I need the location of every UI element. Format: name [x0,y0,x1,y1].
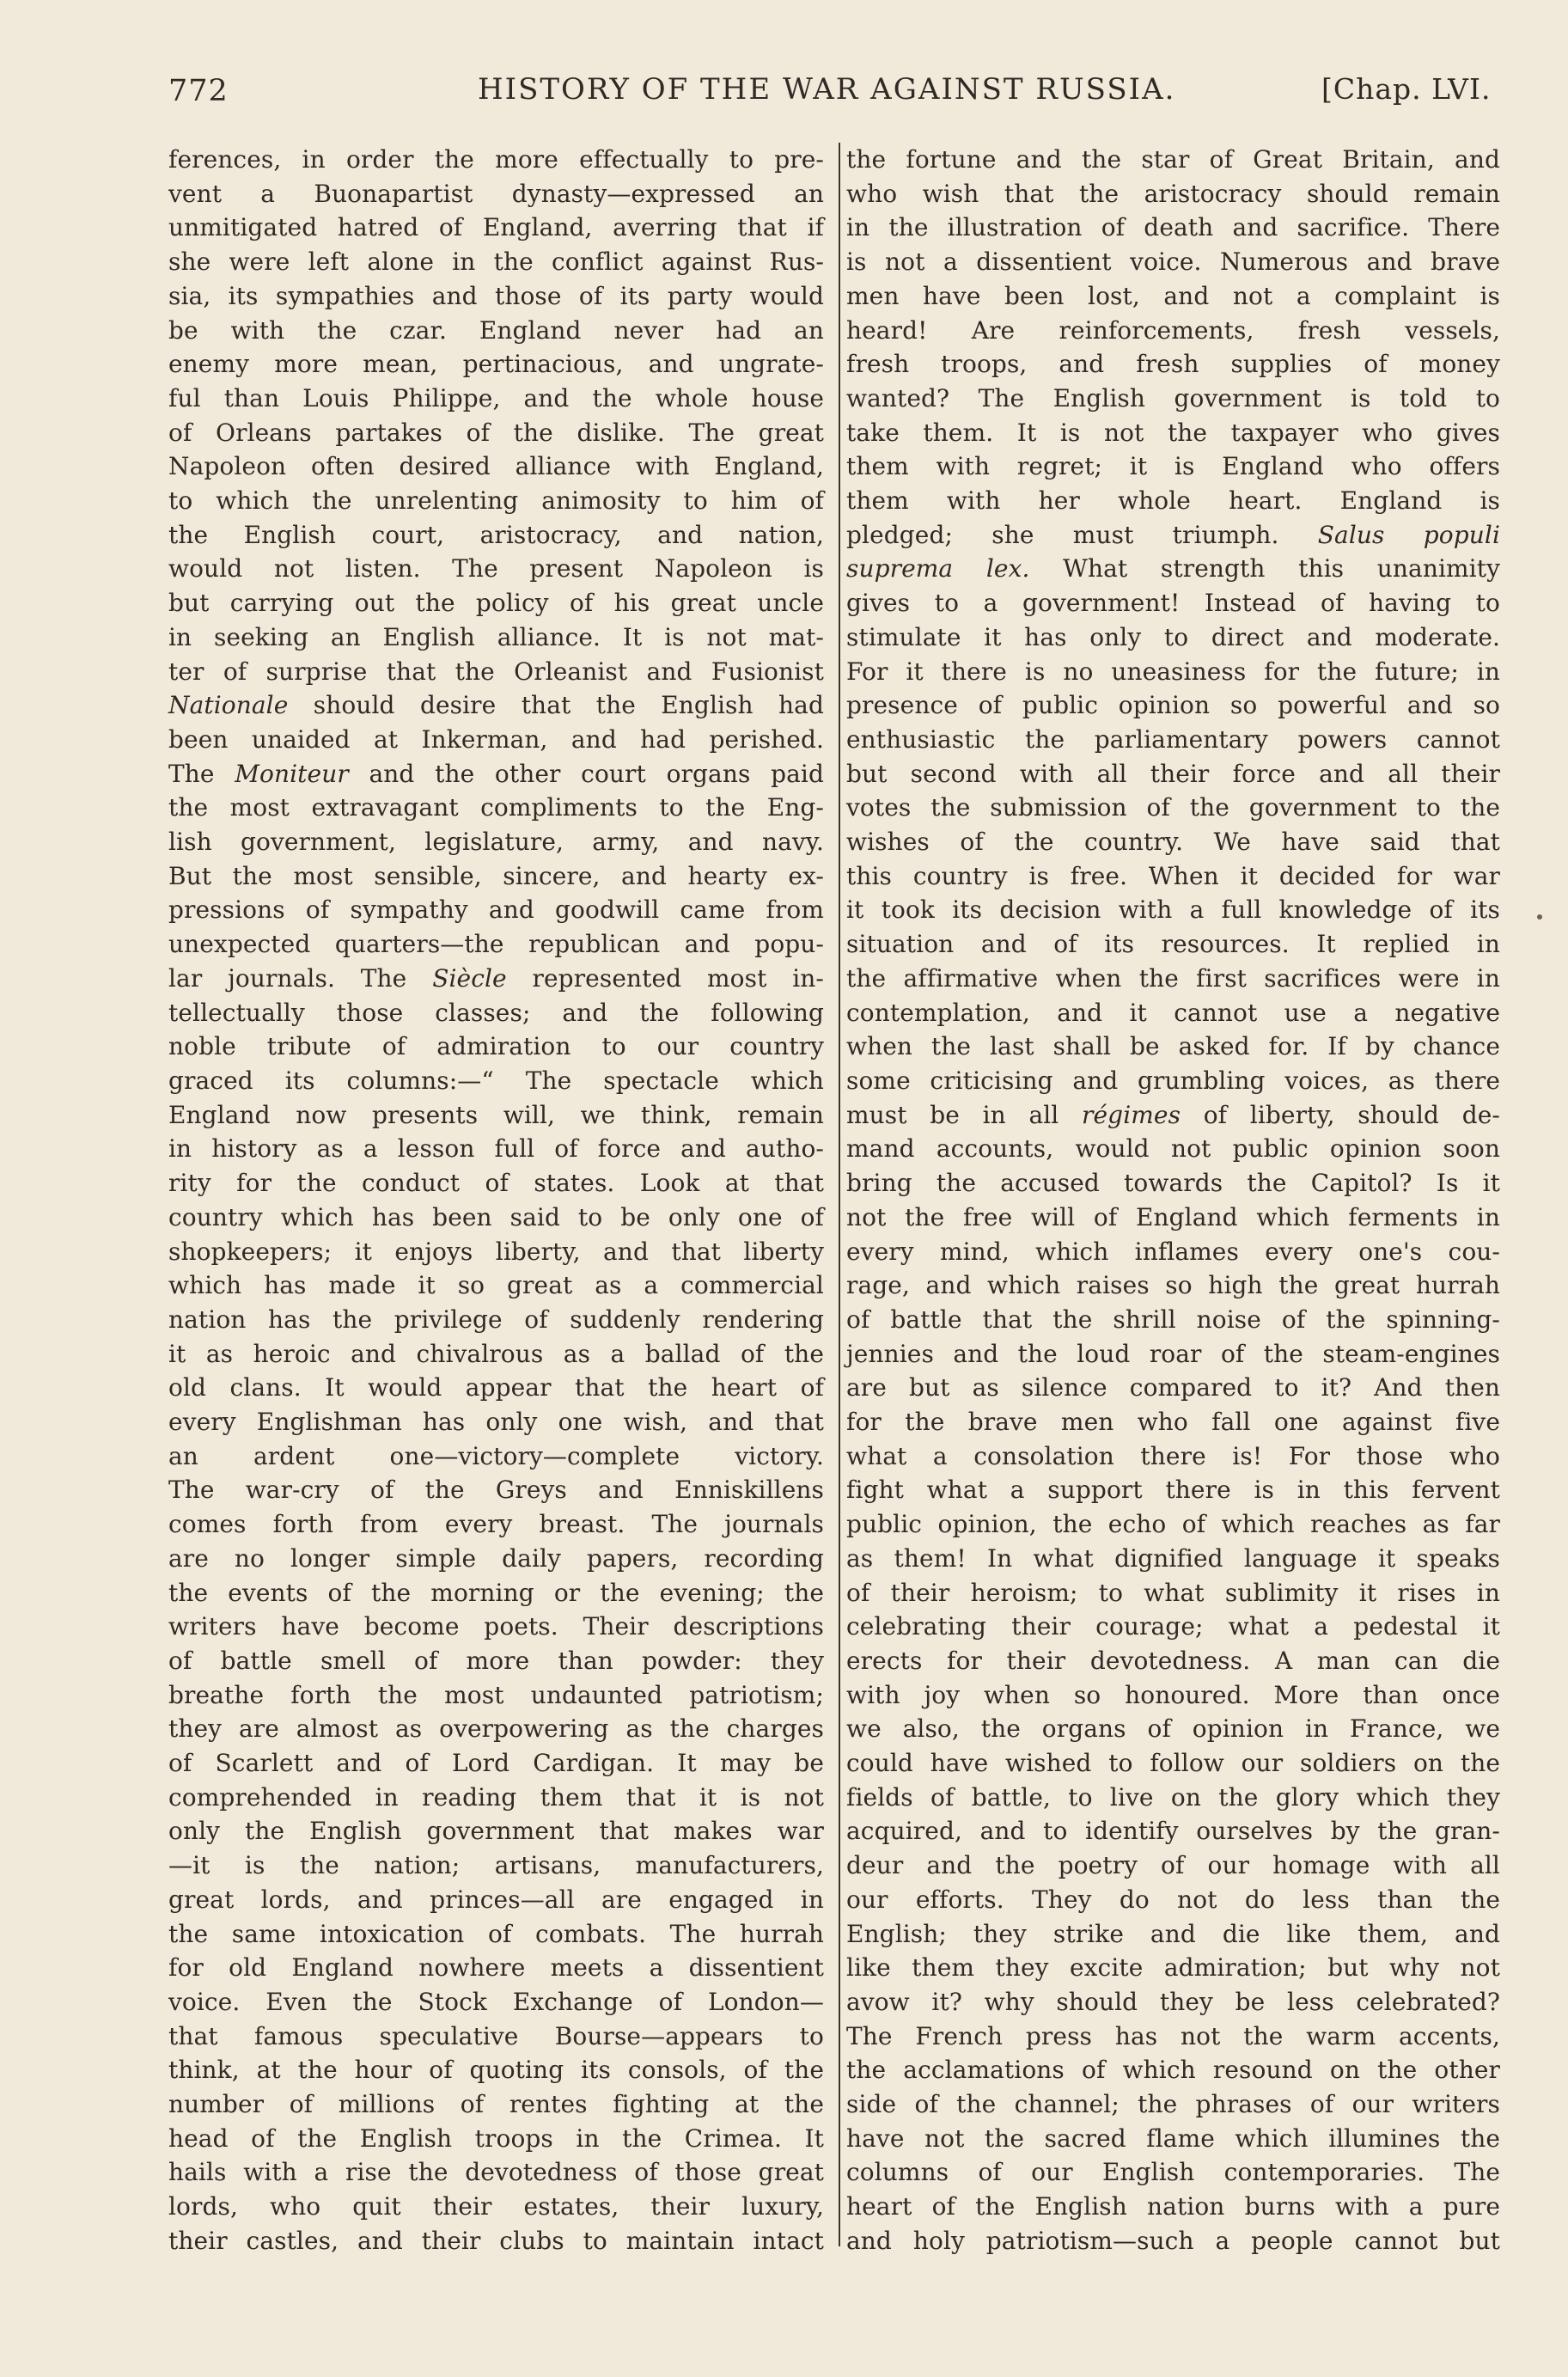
text-line: take them. It is not the taxpayer who gives [846,418,1500,447]
text-line: and holy patriotism—such a people cannot but [846,2226,1500,2255]
text-line: who wish that the aristocracy should remain [846,179,1500,208]
text-line: bring the accused towards the Capitol? Is it [846,1169,1500,1198]
text-line: nation has the privilege of suddenly rendering [168,1305,824,1334]
text-line: ful than Louis Philippe, and the whole house [168,383,824,412]
text-line: old clans. It would appear that the heart of [168,1373,824,1402]
text-line: as them! In what dignified language it speaks [846,1543,1500,1573]
text-line: writers have become poets. Their descriptions [168,1612,824,1641]
text-line: she were left alone in the conflict against Rus- [168,247,824,277]
text-line: Nationale should desire that the English had [168,691,824,720]
text-line: fields of battle, to live on the glory which they [846,1782,1500,1812]
text-line: comprehended in reading them that it is not [168,1782,824,1812]
text-line: the events of the morning or the evening; the [168,1578,824,1607]
text-line: have not the sacred flame which illumines the [846,2123,1500,2153]
text-line: not the free will of England which ferments in [846,1202,1500,1231]
page-header [0,67,1568,119]
text-line: erects for their devotedness. A man can die [846,1646,1500,1675]
text-line: votes the submission of the government to the [846,793,1500,822]
text-line: country which has been said to be only one of [168,1202,824,1231]
left-text-column [168,143,824,2258]
text-line: heard! Are reinforcements, fresh vessels, [846,315,1500,345]
text-line: to which the unrelenting animosity to him of [168,486,824,516]
text-line: of Orleans partakes of the dislike. The great [168,418,824,447]
ink-speck [1537,914,1542,920]
page-number: 772 [168,74,229,108]
text-line: enthusiastic the parliamentary powers cannot [846,724,1500,754]
text-line: stimulate it has only to direct and moderate. [846,622,1500,651]
text-line: for the brave men who fall one against five [846,1408,1500,1437]
text-line: of battle that the shrill noise of the spinning- [846,1305,1500,1334]
text-line: gives to a government! Instead of having to [846,589,1500,618]
text-line: in seeking an English alliance. It is not mat- [168,622,824,651]
text-line: are but as silence compared to it? And then [846,1373,1500,1402]
text-line: lar journals. The Siècle represented most in- [168,963,824,993]
text-line: lish government, legislature, army, and navy. [168,828,824,857]
text-line: tellectually those classes; and the following [168,998,824,1027]
text-line: the affirmative when the first sacrifices were in [846,963,1500,993]
text-line: sia, its sympathies and those of its party would [168,281,824,310]
text-line: is not a dissentient voice. Numerous and brave [846,247,1500,277]
text-line: pressions of sympathy and goodwill came from [168,895,824,925]
text-line: an ardent one—victory—complete victory. [168,1441,824,1470]
text-line: deur and the poetry of our homage with all [846,1851,1500,1880]
text-line: with joy when so honoured. More than once [846,1680,1500,1709]
column-divider [839,143,840,2246]
text-line: in history as a lesson full of force and autho- [168,1134,824,1164]
text-line: the fortune and the star of Great Britain, and [846,145,1500,174]
text-line: but second with all their force and all their [846,759,1500,788]
text-line: jennies and the loud roar of the steam-engines [846,1339,1500,1368]
text-line: our efforts. They do not do less than the [846,1885,1500,1914]
text-line: like them they excite admiration; but why not [846,1953,1500,1983]
text-line: mand accounts, would not public opinion soon [846,1134,1500,1164]
text-line: But the most sensible, sincere, and hearty ex- [168,861,824,890]
text-line: acquired, and to identify ourselves by the gran- [846,1817,1500,1846]
text-line: lords, who quit their estates, their luxury, [168,2192,824,2221]
text-line: we also, the organs of opinion in France, we [846,1714,1500,1744]
text-line: unexpected quarters—the republican and popu- [168,930,824,959]
text-line: the English court, aristocracy, and nation, [168,520,824,549]
text-line: ter of surprise that the Orleanist and Fusionist [168,657,824,686]
text-line: that famous speculative Bourse—appears to [168,2021,824,2050]
text-line: would not listen. The present Napoleon is [168,554,824,584]
text-line: rity for the conduct of states. Look at that [168,1169,824,1198]
text-line: this country is free. When it decided for war [846,861,1500,890]
chapter-reference: [Chap. LVI. [1321,72,1492,106]
text-line: which has made it so great as a commercial [168,1271,824,1300]
text-line: been unaided at Inkerman, and had perished. [168,724,824,754]
right-text-column [846,143,1500,2258]
text-line: only the English government that makes war [168,1817,824,1846]
text-line: presence of public opinion so powerful and so [846,691,1500,720]
text-line: side of the channel; the phrases of our writers [846,2090,1500,2119]
text-line: The Moniteur and the other court organs paid [168,759,824,788]
text-line: they are almost as overpowering as the charges [168,1714,824,1744]
text-line: be with the czar. England never had an [168,315,824,345]
text-line: great lords, and princes—all are engaged in [168,1885,824,1914]
text-line: Napoleon often desired alliance with England, [168,452,824,481]
text-line: columns of our English contemporaries. The [846,2158,1500,2187]
text-line: voice. Even the Stock Exchange of London— [168,1987,824,2016]
text-line: them with her whole heart. England is [846,486,1500,516]
text-line: celebrating their courage; what a pedestal it [846,1612,1500,1641]
text-line: some criticising and grumbling voices, as there [846,1066,1500,1095]
text-line: For it there is no uneasiness for the future; in [846,657,1500,686]
text-line: the same intoxication of combats. The hurrah [168,1919,824,1948]
text-line: it took its decision with a full knowledge of its [846,895,1500,925]
text-line: every mind, which inflames every one's cou- [846,1237,1500,1266]
text-line: what a consolation there is! For those who [846,1441,1500,1470]
text-line: number of millions of rentes fighting at the [168,2090,824,2119]
text-line: vent a Buonapartist dynasty—expressed an [168,179,824,208]
text-line: shopkeepers; it enjoys liberty, and that liberty [168,1237,824,1266]
text-line: but carrying out the policy of his great uncle [168,589,824,618]
text-line: the acclamations of which resound on the other [846,2056,1500,2085]
text-line: fresh troops, and fresh supplies of money [846,350,1500,379]
text-line: breathe forth the most undaunted patriotism; [168,1680,824,1709]
text-line: for old England nowhere meets a dissentient [168,1953,824,1983]
text-line: of Scarlett and of Lord Cardigan. It may be [168,1749,824,1778]
text-line: pledged; she must triumph. Salus populi [846,520,1501,549]
text-line: of their heroism; to what sublimity it rises in [846,1578,1500,1607]
text-line: wanted? The English government is told to [846,383,1500,412]
text-line: of battle smell of more than powder: they [168,1646,824,1675]
text-line: The French press has not the warm accents, [846,2021,1500,2050]
text-line: ferences, in order the more effectually to pre- [168,145,824,174]
text-line: in the illustration of death and sacrifice. There [846,213,1500,242]
text-line: their castles, and their clubs to maintain intact [168,2226,824,2255]
text-line: rage, and which raises so high the great hurrah [846,1271,1500,1300]
text-line: avow it? why should they be less celebrated? [846,1987,1500,2016]
text-line: it as heroic and chivalrous as a ballad of the [168,1339,824,1368]
text-line: must be in all régimes of liberty, should de- [846,1100,1500,1129]
text-line: every Englishman has only one wish, and that [168,1408,824,1437]
text-line: the most extravagant compliments to the Eng- [168,793,824,822]
running-title: HISTORY OF THE WAR AGAINST RUSSIA. [478,72,1176,107]
text-line: English; they strike and die like them, and [846,1919,1500,1948]
text-line: when the last shall be asked for. If by chance [846,1032,1500,1061]
text-line: fight what a support there is in this fervent [846,1476,1500,1505]
text-line: England now presents will, we think, remain [168,1100,824,1129]
text-line: are no longer simple daily papers, recording [168,1543,824,1573]
text-line: heart of the English nation burns with a pure [846,2192,1500,2221]
text-line: suprema lex. What strength this unanimity [846,554,1501,584]
text-line: situation and of its resources. It replied in [846,930,1500,959]
text-line: could have wished to follow our soldiers on the [846,1749,1500,1778]
text-line: graced its columns:—“ The spectacle which [168,1066,824,1095]
text-line: The war-cry of the Greys and Enniskillens [168,1476,824,1505]
text-line: head of the English troops in the Crimea. It [168,2123,824,2153]
text-line: enemy more mean, pertinacious, and ungrate- [168,350,824,379]
text-line: hails with a rise the devotedness of those great [168,2158,824,2187]
text-line: —it is the nation; artisans, manufacturers, [168,1851,824,1880]
text-line: public opinion, the echo of which reaches as far [846,1510,1500,1539]
text-line: comes forth from every breast. The journals [168,1510,824,1539]
text-line: wishes of the country. We have said that [846,828,1500,857]
text-line: think, at the hour of quoting its consols, of the [168,2056,824,2085]
text-line: men have been lost, and not a complaint is [846,281,1500,310]
text-line: unmitigated hatred of England, averring that if [168,213,824,242]
text-line: contemplation, and it cannot use a negative [846,998,1500,1027]
text-line: them with regret; it is England who offers [846,452,1500,481]
text-line: noble tribute of admiration to our country [168,1032,824,1061]
